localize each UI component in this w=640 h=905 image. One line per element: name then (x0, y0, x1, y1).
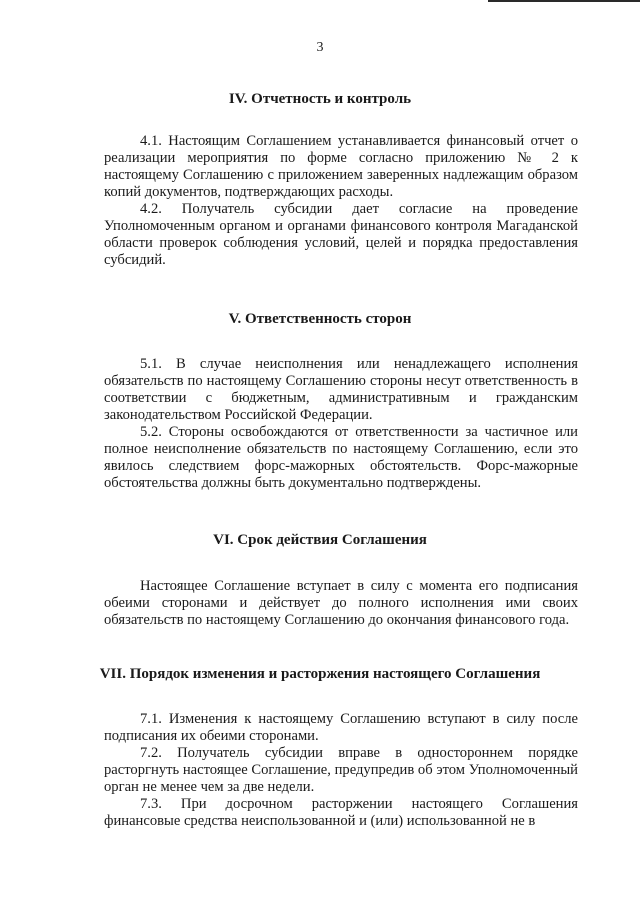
paragraph-4-1: 4.1. Настоящим Соглашением устанавливается финансовый отчет о реализации мероприятия по форме согласно приложению № 2 к настоящему Соглашению с приложением заверенных надлежащим образом копий документов, подтверждающих расходы. (104, 133, 578, 200)
paragraph-5-2: 5.2. Стороны освобождаются от ответственности за частичное или полное неисполнение обязательств по настоящему Соглашению, если это явилось следствием форс-мажорных обстоятельств. Форс-мажорные обстоятельства должны быть документально подтверждены. (104, 424, 578, 491)
paragraph-6: Настоящее Соглашение вступает в силу с момента его подписания обеими сторонами и действует до полного исполнения ими своих обязательств по настоящему Соглашению до окончания финансового года. (104, 578, 578, 628)
section-body-amendment (104, 711, 578, 830)
section-body-term (104, 578, 578, 629)
section-body-responsibility (104, 356, 578, 492)
top-border-line (488, 0, 640, 2)
paragraph-7-3: 7.3. При досрочном расторжении настоящего Соглашения финансовые средства неиспользованной и (или) использованной не в (104, 796, 578, 829)
section-heading-term: VI. Срок действия Соглашения (213, 532, 427, 548)
section-heading-responsibility: V. Ответственность сторон (228, 311, 412, 327)
paragraph-7-1: 7.1. Изменения к настоящему Соглашению вступают в силу после подписания их обеими сторонами. (104, 711, 578, 744)
paragraph-5-1: 5.1. В случае неисполнения или ненадлежащего исполнения обязательств по настоящему Соглашению стороны несут ответственность в соответствии с бюджетным, административным и гражданским законодательством Российской Федерации. (104, 356, 578, 423)
page-number: 3 (316, 40, 324, 55)
section-body-reporting (104, 133, 578, 269)
paragraph-4-2: 4.2. Получатель субсидии дает согласие на проведение Уполномоченным органом и органами финансового контроля Магаданской области проверок соблюдения условий, целей и порядка предоставления субсидий. (104, 201, 578, 268)
section-heading-amendment: VII. Порядок изменения и расторжения настоящего Соглашения (99, 666, 541, 682)
section-heading-reporting: IV. Отчетность и контроль (228, 91, 412, 107)
paragraph-7-2: 7.2. Получатель субсидии вправе в одностороннем порядке расторгнуть настоящее Соглашение, предупредив об этом Уполномоченный орган не менее чем за две недели. (104, 745, 578, 795)
